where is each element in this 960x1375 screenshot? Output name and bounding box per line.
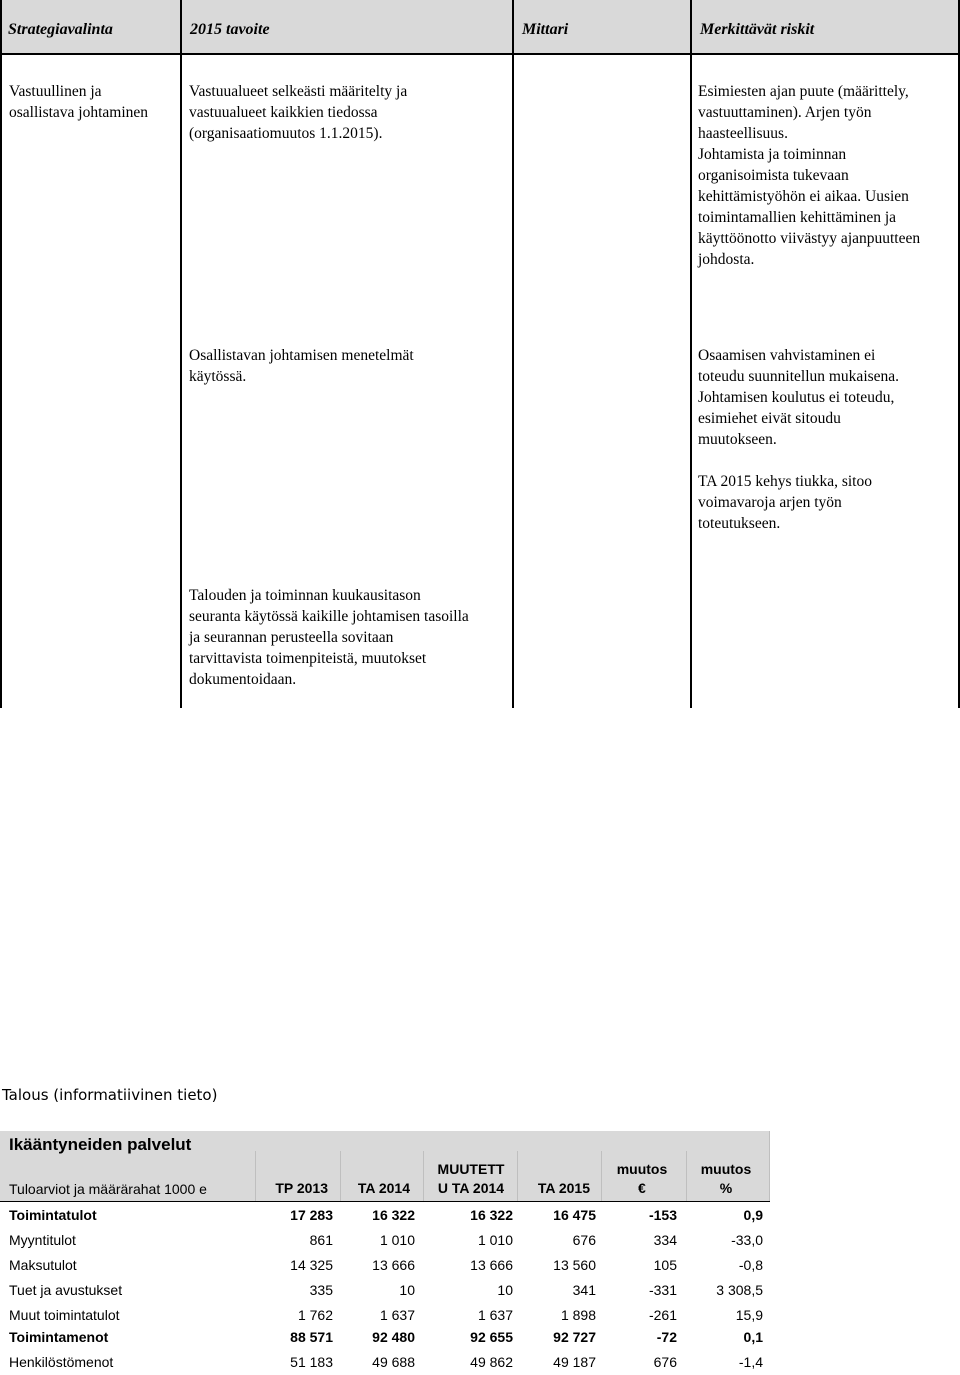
finance-header — [0, 1131, 770, 1201]
row-label: Tuet ja avustukset — [9, 1282, 123, 1298]
table-row — [0, 1253, 770, 1278]
row-value: 49 862 — [470, 1354, 513, 1370]
table-title: Ikääntyneiden palvelut — [9, 1135, 192, 1154]
row-value: 13 666 — [372, 1257, 415, 1273]
column-divider — [0, 0, 2, 708]
table-row — [0, 1203, 770, 1228]
column-divider — [255, 1151, 256, 1201]
row-value: 92 727 — [553, 1329, 596, 1345]
row-value: 334 — [653, 1232, 677, 1248]
column-header: MUUTETT — [437, 1161, 505, 1177]
row-label: Myyntitulot — [9, 1232, 76, 1248]
row-label: Henkilöstömenot — [9, 1354, 114, 1370]
goal-cell: Osallistavan johtamisen menetelmät käytössä. — [189, 347, 414, 385]
column-header: % — [719, 1180, 733, 1196]
row-value: -153 — [648, 1207, 677, 1223]
row-value: 341 — [572, 1282, 596, 1298]
column-divider — [340, 1151, 341, 1201]
row-value: 1 637 — [477, 1307, 513, 1323]
goal-cell: Vastuualueet selkeästi määritelty ja vastuualueet kaikkien tiedossa (organisaatiomuutos 1.1.2015). — [189, 83, 408, 142]
table-row — [0, 1278, 770, 1303]
row-value: 335 — [309, 1282, 333, 1298]
row-value: 16 475 — [553, 1207, 596, 1223]
header-riskit: Merkittävät riskit — [692, 0, 960, 53]
row-label: Toimintamenot — [9, 1329, 109, 1345]
row-value: 15,9 — [735, 1307, 763, 1323]
column-header: TA 2014 — [357, 1180, 410, 1196]
row-label: Muut toimintatulot — [9, 1307, 120, 1323]
header-rule — [0, 53, 960, 55]
row-value: 14 325 — [290, 1257, 333, 1273]
row-value: -331 — [648, 1282, 677, 1298]
row-value: 49 688 — [372, 1354, 415, 1370]
row-value: 92 480 — [372, 1329, 415, 1345]
column-header: € — [638, 1180, 646, 1196]
column-divider — [601, 1151, 602, 1201]
row-value: 10 — [399, 1282, 415, 1298]
row-value: 105 — [653, 1257, 677, 1273]
row-value: 0,9 — [743, 1207, 763, 1223]
row-value: 0,1 — [743, 1329, 763, 1345]
row-value: -72 — [656, 1329, 677, 1345]
row-value: 676 — [572, 1232, 596, 1248]
column-divider — [512, 0, 514, 708]
header-rule — [0, 1201, 770, 1202]
table-row — [0, 1325, 770, 1350]
row-value: 13 666 — [470, 1257, 513, 1273]
risk-cell: Esimiesten ajan puute (määrittely, vastuuttaminen). Arjen työn haasteellisuus. Johtamista ja toiminnan organisoimista tukevaan kehittämistyöhön ei aikaa. Uusien toimintamallien kehittäminen ja käyttöönotto viivästyy ajanpuutteen johdosta. — [698, 83, 921, 268]
row-label: Toimintatulot — [9, 1207, 97, 1223]
row-value: 3 308,5 — [716, 1282, 763, 1298]
risk-cell: Osaamisen vahvistaminen ei toteudu suunnitellun mukaisena. Johtamisen koulutus ei toteudu, esimiehet eivät sitoudu muutokseen. TA 2015 kehys tiukka, sitoo voimavaroja arjen työn toteutukseen. — [698, 347, 900, 532]
row-value: 861 — [309, 1232, 333, 1248]
table-row — [0, 1350, 770, 1375]
column-divider — [423, 1151, 424, 1201]
row-value: 16 322 — [470, 1207, 513, 1223]
goal-cell: Talouden ja toiminnan kuukausitason seuranta käytössä kaikille johtamisen tasoilla ja seurannan perusteella sovitaan tarvittavista toimenpiteistä, muutokset dokumentoidaan. — [189, 587, 469, 688]
row-value: 10 — [497, 1282, 513, 1298]
row-value: 49 187 — [553, 1354, 596, 1370]
row-value: -0,8 — [738, 1257, 763, 1273]
row-value: 1 762 — [297, 1307, 333, 1323]
row-value: 1 010 — [477, 1232, 513, 1248]
row-value: 51 183 — [290, 1354, 333, 1370]
column-divider — [769, 1131, 770, 1201]
column-divider — [517, 1151, 518, 1201]
row-value: 17 283 — [290, 1207, 333, 1223]
column-header: muutos — [700, 1161, 752, 1177]
row-value: 676 — [653, 1354, 677, 1370]
row-value: 1 898 — [560, 1307, 596, 1323]
header-strategiavalinta: Strategiavalinta — [0, 0, 180, 53]
column-header: TP 2013 — [275, 1180, 328, 1196]
column-header: U TA 2014 — [437, 1180, 505, 1196]
row-value: 1 637 — [379, 1307, 415, 1323]
finance-table — [0, 1131, 960, 1369]
header-mittari: Mittari — [514, 0, 690, 53]
column-header: TA 2015 — [537, 1180, 590, 1196]
row-value: -33,0 — [731, 1232, 763, 1248]
column-divider — [686, 1151, 687, 1201]
column-header: muutos — [616, 1161, 668, 1177]
row-value: 13 560 — [553, 1257, 596, 1273]
row-value: -261 — [648, 1307, 677, 1323]
row-label: Maksutulot — [9, 1257, 77, 1273]
column-divider — [690, 0, 692, 708]
row-value: 1 010 — [379, 1232, 415, 1248]
table-row — [0, 1228, 770, 1253]
row-value: 92 655 — [470, 1329, 513, 1345]
row-value: -1,4 — [738, 1354, 763, 1370]
strategy-cell: Vastuullinen ja osallistava johtaminen — [9, 83, 149, 121]
header-tavoite: 2015 tavoite — [182, 0, 512, 53]
row-value: 88 571 — [290, 1329, 333, 1345]
column-label-header: Tuloarviot ja määrärahat 1000 e — [9, 1181, 207, 1197]
column-divider — [180, 0, 182, 708]
row-value: 16 322 — [372, 1207, 415, 1223]
section-title: Talous (informatiivinen tieto) — [2, 1086, 218, 1104]
